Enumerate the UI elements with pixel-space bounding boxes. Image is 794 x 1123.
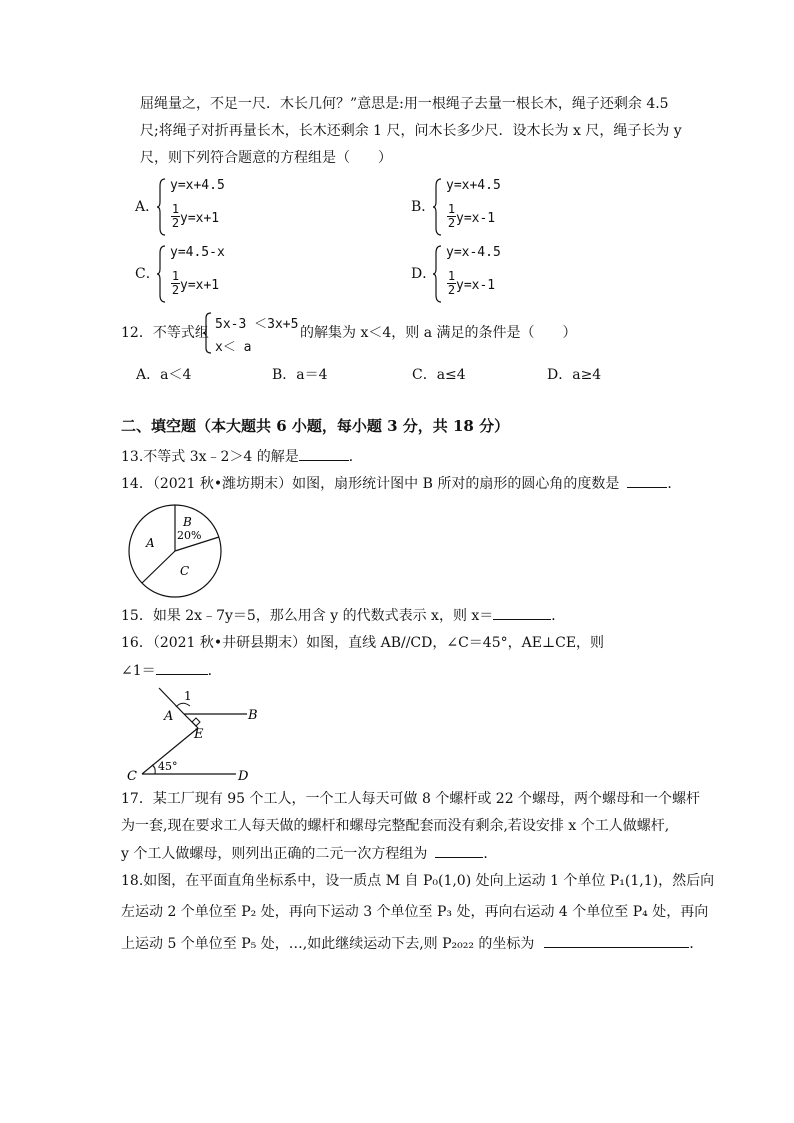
fraction: 1 2 [447,269,456,297]
q12-inequality-2: x＜ a [215,340,252,355]
option-label: C． [135,266,160,282]
fraction: 1 2 [171,269,180,297]
q18-line1: 18.如图，在平面直角坐标系中，设一质点 M 自 P₀(1,0) 处向上运动 1 个单位 P₁(1,1)，然后向 [121,873,715,889]
equation-1: y=4.5-x [170,245,225,260]
angle-1-label: 1 [184,689,192,703]
pie-label-a: A [146,536,155,550]
option-label: D． [411,266,437,282]
point-e-label: E [194,727,204,742]
option-label: A． [135,199,160,215]
q13-text: 13.不等式 3x﹣2＞4 的解是 ． [121,446,363,467]
brace-icon [433,178,443,236]
equation-2: y=x+1 [180,278,220,293]
fraction: 1 2 [447,202,456,230]
q16-line2: ∠1＝ ． [121,660,222,681]
equation-2: y=x-1 [456,211,496,226]
pie-divider-3 [142,551,175,583]
q12-option-c: C．a≤4 [412,367,466,383]
q11-line2: 尺;将绳子对折再量长木，长木还剩余 1 尺，问木长多少尺．设木长为 x 尺，绳子长为 y [140,123,682,139]
equation-1: y=x-4.5 [446,245,501,260]
geometry-figure [120,684,270,784]
q14-text: 14．（2021 秋•潍坊期末）如图，扇形统计图中 B 所对的扇形的圆心角的度数是 ． [121,473,681,494]
q12-option-a: A．a＜4 [136,367,192,383]
q17-line3: y 个工人做螺母，则列出正确的二元一次方程组为 ． [121,843,497,864]
point-c-label: C [127,769,137,784]
section-title: 二、填空题（本大题共 6 小题，每小题 3 分，共 18 分） [121,417,510,435]
option-label: B． [411,199,436,215]
equation-1: y=x+4.5 [170,178,225,193]
point-d-label: D [238,769,249,784]
pie-label-c: C [180,564,190,578]
angle-1-arc [176,703,190,707]
pie-label-b: B [183,515,192,529]
brace-icon [157,245,167,303]
angle-c-label: 45° [158,760,178,773]
q12-prefix: 12．不等式组 [121,325,209,341]
pie-chart [126,502,224,600]
q12-inequality-1: 5x-3 ＜3x+5 [215,317,299,332]
fraction: 1 2 [171,202,180,230]
q12-option-b: B．a＝4 [272,367,328,383]
q15-text: 15．如果 2x﹣7y＝5，那么用含 y 的代数式表示 x，则 x＝ ． [121,605,565,626]
brace-icon [203,312,213,354]
equation-2: y=x-1 [456,278,496,293]
q18-line2: 左运动 2 个单位至 P₂ 处，再向下运动 3 个单位至 P₃ 处，再向右运动 4 个单位至 P₄ 处，再向 [121,904,709,920]
q11-line1: 屈绳量之，不足一尺．木长几何？”意思是:用一根绳子去量一根长木，绳子还剩余 4.5 [140,96,669,112]
brace-icon [433,245,443,303]
q12-suffix: 的解集为 x＜4，则 a 满足的条件是（ ） [300,325,577,341]
brace-icon [157,178,167,236]
angle-c-arc [152,765,155,774]
q17-line1: 17．某工厂现有 95 个工人，一个工人每天可做 8 个螺杆或 22 个螺母，两个螺母和一个螺杆 [121,791,701,807]
q17-line2: 为一套,现在要求工人每天做的螺杆和螺母完整配套而没有剩余,若设安排 x 个工人做螺杆, [121,818,670,834]
equation-1: y=x+4.5 [446,178,501,193]
point-a-label: A [164,709,174,724]
q12-option-d: D．a≥4 [547,367,602,383]
q16-line1: 16．（2021 秋•井研县期末）如图，直线 AB//CD，∠C＝45°，AE⊥CE，则 [121,635,605,651]
point-b-label: B [248,708,258,723]
q11-line3: 尺，则下列符合题意的方程组是（ ） [140,150,392,166]
equation-2: y=x+1 [180,211,220,226]
q18-line3: 上运动 5 个单位至 P₅ 处，…,如此继续运动下去,则 P₂₀₂₂ 的坐标为 ． [121,933,703,954]
pie-percent-b: 20% [177,529,202,542]
right-angle-mark [192,718,200,726]
